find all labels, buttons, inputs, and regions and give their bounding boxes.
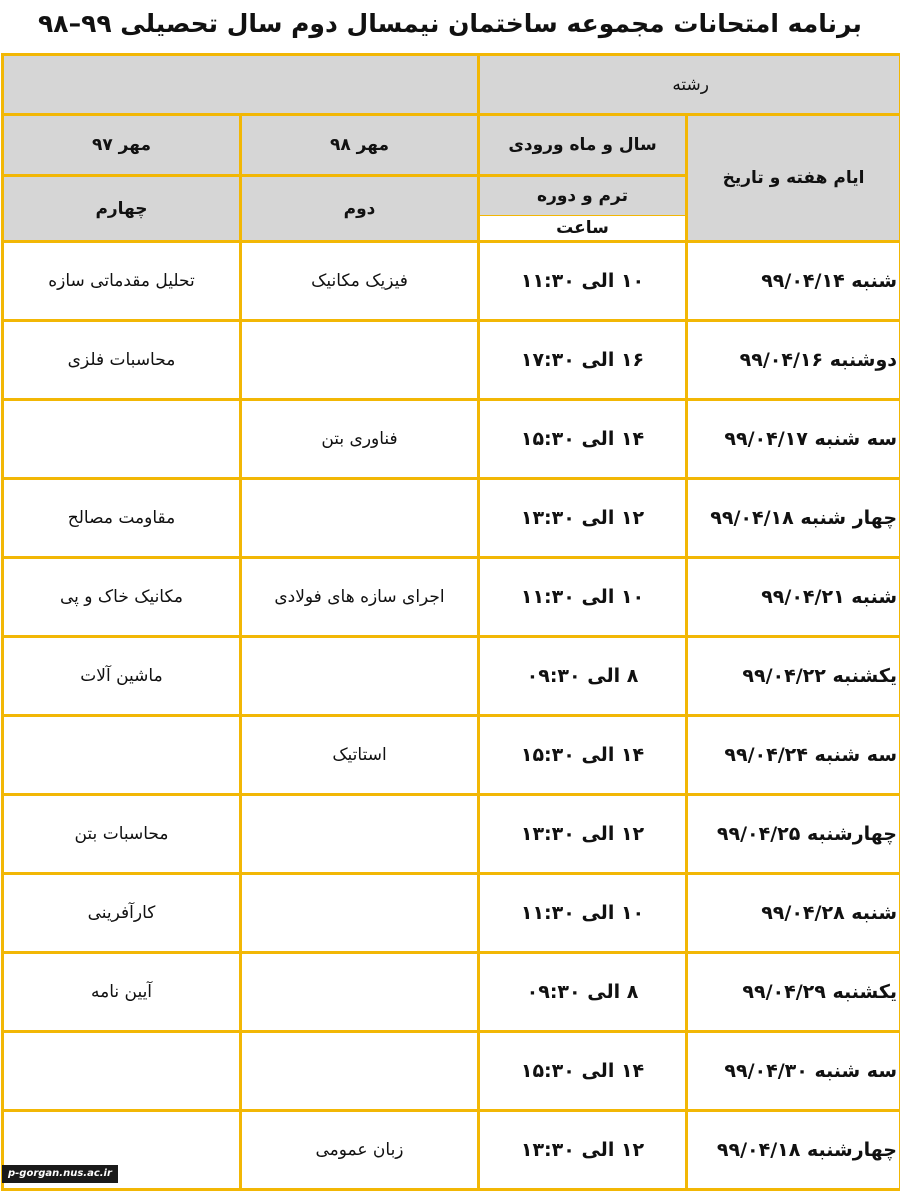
course-mehr97-cell: مقاومت مصالح (3, 479, 241, 558)
header-row-field (3, 55, 900, 115)
time-header-cell: ساعت (479, 216, 687, 242)
course-mehr98-cell (241, 321, 479, 400)
course-mehr98-cell (241, 637, 479, 716)
date-cell: سه شنبه ۹۹/۰۴/۲۴ (687, 716, 900, 795)
table-row (3, 242, 900, 321)
course-mehr98-cell: اجرای سازه های فولادی (241, 558, 479, 637)
date-cell: چهارشنبه ۹۹/۰۴/۱۸ (687, 1111, 900, 1190)
days-header-cell: ایام هفته و تاریخ (687, 115, 900, 242)
table-row (3, 400, 900, 479)
table-row (3, 479, 900, 558)
time-cell: ۱۴ الی ۱۵:۳۰ (479, 716, 687, 795)
course-mehr97-cell (3, 1032, 241, 1111)
course-mehr97-cell (3, 716, 241, 795)
term-fourth-cell: چهارم (3, 176, 241, 242)
table-row (3, 716, 900, 795)
course-mehr97-cell: آیین نامه (3, 953, 241, 1032)
table-row (3, 637, 900, 716)
course-mehr97-cell: محاسبات فلزی (3, 321, 241, 400)
header-blank-cell (3, 55, 479, 115)
time-cell: ۸ الی ۰۹:۳۰ (479, 953, 687, 1032)
course-mehr97-cell: ماشین آلات (3, 637, 241, 716)
table-row (3, 558, 900, 637)
mehr98-header-cell: مهر ۹۸ (241, 115, 479, 176)
course-mehr98-cell: فناوری بتن (241, 400, 479, 479)
time-cell: ۱۴ الی ۱۵:۳۰ (479, 1032, 687, 1111)
date-cell: یکشنبه ۹۹/۰۴/۲۲ (687, 637, 900, 716)
table-row (3, 795, 900, 874)
course-mehr97-cell: کارآفرینی (3, 874, 241, 953)
field-header-cell: رشته (479, 55, 900, 115)
course-mehr97-cell: تحلیل مقدماتی سازه (3, 242, 241, 321)
course-mehr97-cell (3, 400, 241, 479)
term-second-cell: دوم (241, 176, 479, 242)
time-cell: ۱۲ الی ۱۳:۳۰ (479, 1111, 687, 1190)
date-cell: شنبه ۹۹/۰۴/۲۸ (687, 874, 900, 953)
course-mehr98-cell (241, 479, 479, 558)
course-mehr98-cell (241, 795, 479, 874)
term-header-cell: ترم و دوره (479, 176, 687, 216)
course-mehr98-cell: استاتیک (241, 716, 479, 795)
table-row (3, 953, 900, 1032)
date-cell: چهار شنبه ۹۹/۰۴/۱۸ (687, 479, 900, 558)
table-row (3, 1032, 900, 1111)
course-mehr98-cell: فیزیک مکانیک (241, 242, 479, 321)
page-title: برنامه امتحانات مجموعه ساختمان نیمسال دوم سال تحصیلی ۹۹–۹۸ (38, 9, 862, 38)
mehr97-header-cell: مهر ۹۷ (3, 115, 241, 176)
date-cell: شنبه ۹۹/۰۴/۲۱ (687, 558, 900, 637)
header-row-entry (3, 115, 900, 176)
date-cell: سه شنبه ۹۹/۰۴/۳۰ (687, 1032, 900, 1111)
date-cell: شنبه ۹۹/۰۴/۱۴ (687, 242, 900, 321)
table-row (3, 874, 900, 953)
date-cell: یکشنبه ۹۹/۰۴/۲۹ (687, 953, 900, 1032)
time-cell: ۱۲ الی ۱۳:۳۰ (479, 795, 687, 874)
table-row (3, 1111, 900, 1190)
course-mehr98-cell (241, 953, 479, 1032)
time-cell: ۱۰ الی ۱۱:۳۰ (479, 242, 687, 321)
time-cell: ۱۴ الی ۱۵:۳۰ (479, 400, 687, 479)
course-mehr98-cell: زبان عمومی (241, 1111, 479, 1190)
time-cell: ۱۶ الی ۱۷:۳۰ (479, 321, 687, 400)
course-mehr97-cell: مکانیک خاک و پی (3, 558, 241, 637)
time-cell: ۸ الی ۰۹:۳۰ (479, 637, 687, 716)
time-cell: ۱۰ الی ۱۱:۳۰ (479, 874, 687, 953)
time-cell: ۱۰ الی ۱۱:۳۰ (479, 558, 687, 637)
course-mehr97-cell: محاسبات بتن (3, 795, 241, 874)
table-row (3, 321, 900, 400)
course-mehr98-cell (241, 874, 479, 953)
course-mehr98-cell (241, 1032, 479, 1111)
date-cell: سه شنبه ۹۹/۰۴/۱۷ (687, 400, 900, 479)
site-watermark: p-gorgan.nus.ac.ir (2, 1165, 118, 1183)
date-cell: دوشنبه ۹۹/۰۴/۱۶ (687, 321, 900, 400)
exam-schedule-table (1, 53, 900, 1191)
time-cell: ۱۲ الی ۱۳:۳۰ (479, 479, 687, 558)
entry-header-cell: سال و ماه ورودی (479, 115, 687, 176)
date-cell: چهارشنبه ۹۹/۰۴/۲۵ (687, 795, 900, 874)
